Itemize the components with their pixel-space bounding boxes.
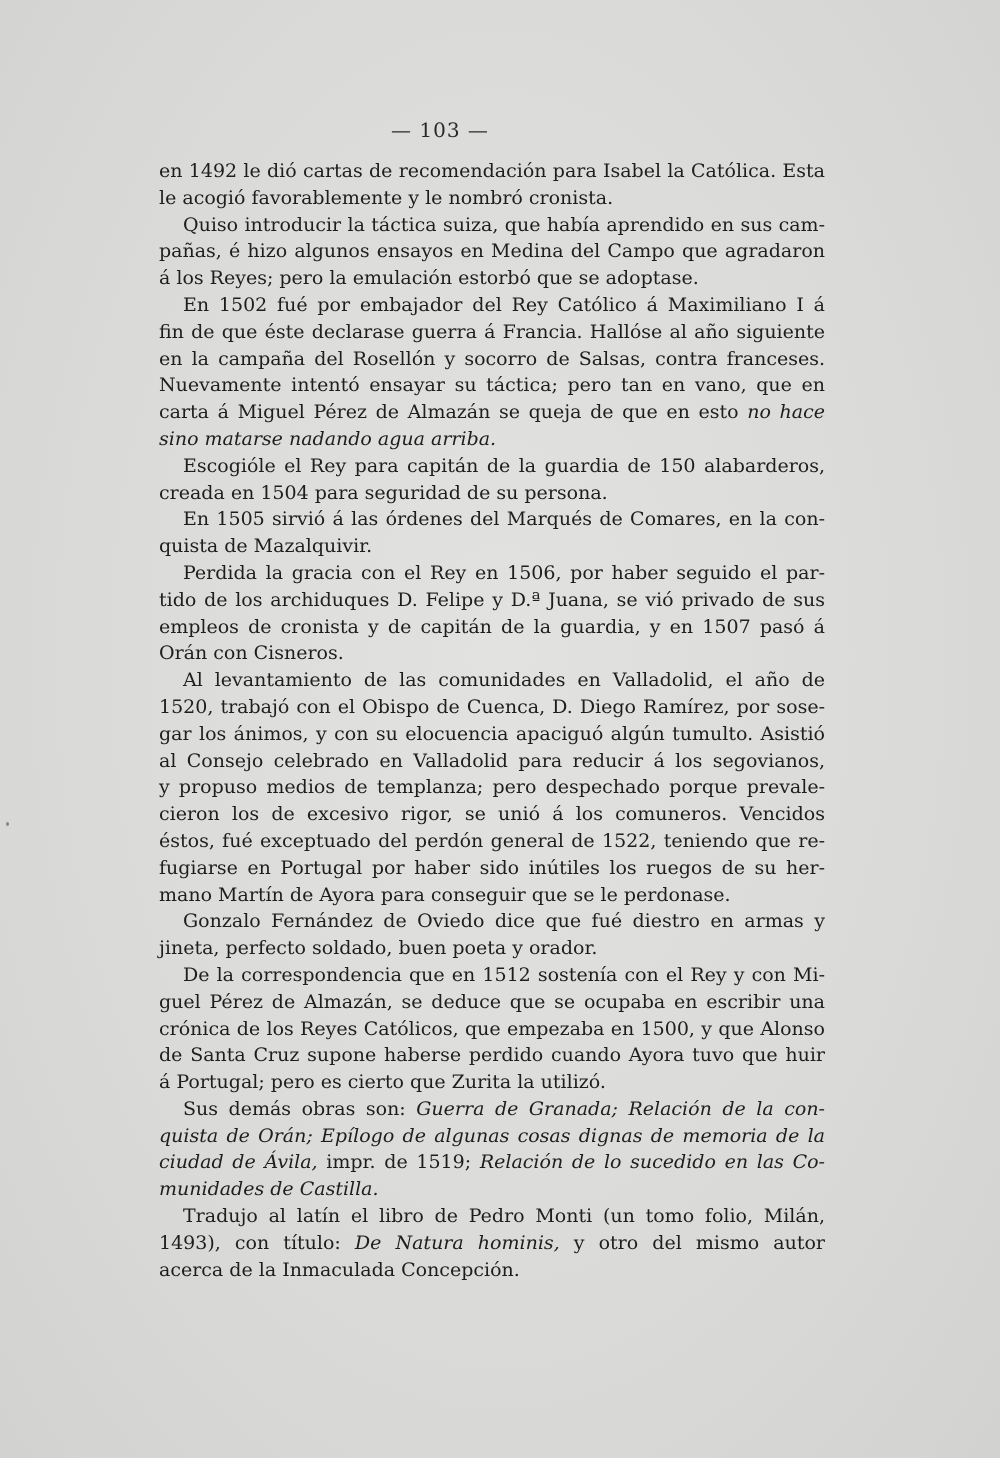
text-run: Quiso introducir la táctica suiza, que había aprendido en sus cam- — [183, 213, 825, 236]
page-number: — 103 — — [391, 118, 489, 142]
text-run: tido de los archiduques D. Felipe y D.ª Juana, se vió privado de sus — [159, 588, 825, 611]
text-line — [159, 1096, 825, 1123]
text-run: gar los ánimos, y con su elocuencia apaciguó algún tumulto. Asistió — [159, 722, 825, 745]
text-run: De la correspondencia que en 1512 sostenía con el Rey y con Mi- — [183, 963, 825, 986]
text-line — [159, 962, 825, 989]
text-line — [159, 506, 825, 533]
italic-run: quista de Orán; Epílogo de algunas cosas dignas de memoria de la — [159, 1124, 825, 1147]
text-run: y propuso medios de templanza; pero despechado porque prevale- — [159, 776, 825, 799]
text-line — [159, 158, 825, 185]
text-line — [159, 533, 825, 560]
text-run: acerca de la Inmaculada Concepción. — [159, 1258, 520, 1281]
text-run: jineta, perfecto soldado, buen poeta y orador. — [159, 937, 598, 960]
text-run: de Santa Cruz supone haberse perdido cuando Ayora tuvo que huir — [159, 1044, 825, 1067]
text-line — [159, 399, 825, 426]
text-run: impr. de 1519; — [317, 1151, 480, 1174]
text-line — [159, 292, 825, 319]
italic-run: Relación de lo sucedido en las Co- — [479, 1151, 825, 1174]
text-run: carta á Miguel Pérez de Almazán se queja de que en esto — [159, 401, 748, 424]
text-line — [159, 587, 825, 614]
text-run: En 1502 fué por embajador del Rey Católico á Maximiliano I á — [183, 293, 825, 316]
text-line — [159, 1149, 825, 1176]
text-line — [159, 721, 825, 748]
text-line — [159, 346, 825, 373]
text-run: fin de que éste declarase guerra á Francia. Hallóse al año siguiente — [159, 320, 825, 343]
text-run: Al levantamiento de las comunidades en Valladolid, el año de — [183, 669, 825, 692]
text-line — [159, 480, 825, 507]
text-line — [159, 1230, 825, 1257]
text-line — [159, 989, 825, 1016]
text-line — [159, 372, 825, 399]
text-run: creada en 1504 para seguridad de su persona. — [159, 481, 608, 504]
text-line — [159, 1016, 825, 1043]
text-line — [159, 426, 825, 453]
text-line — [159, 1176, 825, 1203]
italic-run: munidades de Castilla. — [159, 1178, 379, 1201]
body-text — [159, 158, 825, 1283]
text-line — [159, 748, 825, 775]
text-run: Perdida la gracia con el Rey en 1506, por haber seguido el par- — [183, 561, 825, 584]
text-line — [159, 855, 825, 882]
text-run: fugiarse en Portugal por haber sido inútiles los ruegos de su her- — [159, 856, 825, 879]
text-line — [159, 935, 825, 962]
text-line — [159, 1042, 825, 1069]
text-run: al Consejo celebrado en Valladolid para reducir á los segovianos, — [159, 749, 825, 772]
text-run: éstos, fué exceptuado del perdón general de 1522, teniendo que re- — [159, 829, 825, 852]
text-line — [159, 265, 825, 292]
text-run: y otro del mismo autor — [559, 1231, 825, 1254]
text-line — [159, 667, 825, 694]
text-run: Escogióle el Rey para capitán de la guardia de 150 alabarderos, — [183, 454, 825, 477]
italic-run: sino matarse nadando agua arriba. — [159, 427, 497, 450]
text-line — [159, 828, 825, 855]
text-line — [159, 185, 825, 212]
italic-run: De Natura hominis, — [354, 1231, 560, 1254]
text-line — [159, 614, 825, 641]
text-run: cieron los de excesivo rigor, se unió á los comuneros. Vencidos — [159, 803, 825, 826]
text-run: á los Reyes; pero la emulación estorbó que se adoptase. — [159, 267, 699, 290]
text-line — [159, 238, 825, 265]
text-line — [159, 882, 825, 909]
italic-run: no hace — [747, 401, 825, 424]
text-run: quista de Mazalquivir. — [159, 535, 373, 558]
text-line — [159, 1203, 825, 1230]
text-run: Sus demás obras son: — [183, 1097, 417, 1120]
text-line — [159, 319, 825, 346]
text-line — [159, 801, 825, 828]
text-line — [159, 1123, 825, 1150]
text-run: pañas, é hizo algunos ensayos en Medina del Campo que agradaron — [159, 240, 825, 263]
text-run: á Portugal; pero es cierto que Zurita la utilizó. — [159, 1071, 606, 1094]
text-line — [159, 640, 825, 667]
text-line — [159, 1069, 825, 1096]
text-line — [159, 560, 825, 587]
text-run: 1520, trabajó con el Obispo de Cuenca, D. Diego Ramírez, por sose- — [159, 695, 825, 718]
text-run: Gonzalo Fernández de Oviedo dice que fué diestro en armas y — [183, 910, 825, 933]
text-line — [159, 1257, 825, 1284]
text-line — [159, 212, 825, 239]
text-run: 1493), con título: — [159, 1231, 355, 1254]
text-line — [159, 694, 825, 721]
text-run: crónica de los Reyes Católicos, que empezaba en 1500, y que Alonso — [159, 1017, 825, 1040]
text-run: guel Pérez de Almazán, se deduce que se ocupaba en escribir una — [159, 990, 825, 1013]
text-line — [159, 774, 825, 801]
text-run: le acogió favorablemente y le nombró cronista. — [159, 186, 614, 209]
text-run: mano Martín de Ayora para conseguir que se le perdonase. — [159, 883, 731, 906]
text-run: empleos de cronista y de capitán de la guardia, y en 1507 pasó á — [159, 615, 825, 638]
italic-run: Guerra de Granada; Relación de la con- — [416, 1097, 825, 1120]
text-run: Nuevamente intentó ensayar su táctica; pero tan en vano, que en — [159, 374, 825, 397]
text-line — [159, 908, 825, 935]
text-run: En 1505 sirvió á las órdenes del Marqués de Comares, en la con- — [183, 508, 825, 531]
text-run: en la campaña del Rosellón y socorro de Salsas, contra franceses. — [159, 347, 825, 370]
text-run: Orán con Cisneros. — [159, 642, 344, 665]
text-line — [159, 453, 825, 480]
text-run: Tradujo al latín el libro de Pedro Monti (un tomo folio, Milán, — [183, 1205, 825, 1228]
text-run: en 1492 le dió cartas de recomendación para Isabel la Católica. Esta — [159, 160, 825, 182]
paper-speck — [6, 822, 9, 826]
italic-run: ciudad de Ávila, — [159, 1151, 318, 1174]
